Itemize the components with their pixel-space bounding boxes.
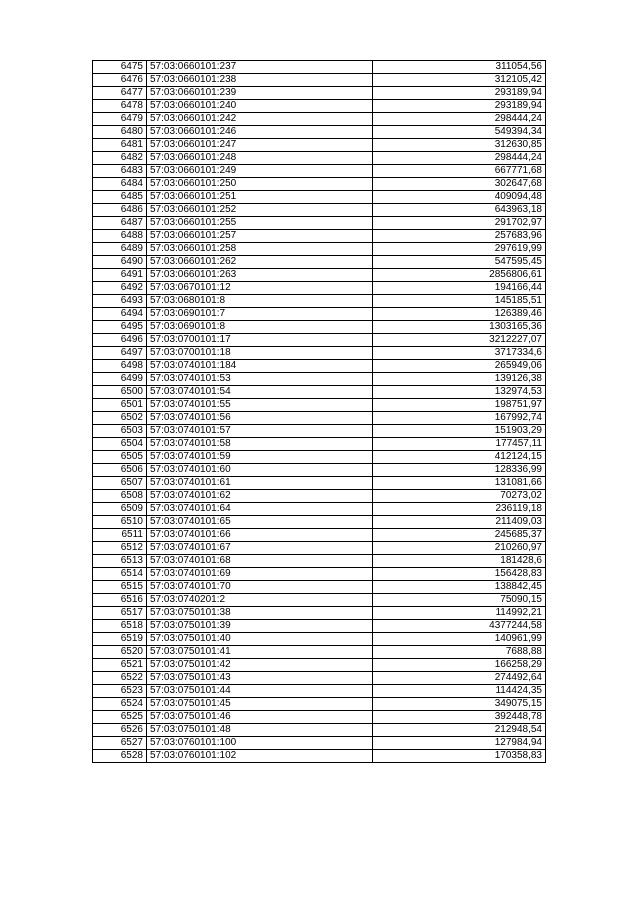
cadastral-value-cell: 3717334,6 [373, 347, 546, 360]
table-row [93, 373, 546, 386]
row-number-cell: 6508 [93, 490, 147, 503]
row-number-cell: 6496 [93, 334, 147, 347]
cadastral-value-cell: 114424,35 [373, 685, 546, 698]
cadastral-value-cell: 114992,21 [373, 607, 546, 620]
cadastral-value-cell: 170358,83 [373, 750, 546, 763]
row-number-cell: 6513 [93, 555, 147, 568]
row-number-cell: 6478 [93, 100, 147, 113]
row-number-cell: 6505 [93, 451, 147, 464]
cadastral-value-cell: 131081,66 [373, 477, 546, 490]
row-number-cell: 6484 [93, 178, 147, 191]
table-row [93, 347, 546, 360]
row-number-cell: 6488 [93, 230, 147, 243]
cadastral-value-table [92, 60, 546, 763]
cadastral-number-cell: 57:03:0750101:48 [147, 724, 373, 737]
row-number-cell: 6489 [93, 243, 147, 256]
row-number-cell: 6497 [93, 347, 147, 360]
table-row [93, 165, 546, 178]
row-number-cell: 6479 [93, 113, 147, 126]
cadastral-number-cell: 57:03:0660101:250 [147, 178, 373, 191]
table-row [93, 282, 546, 295]
cadastral-number-cell: 57:03:0740101:70 [147, 581, 373, 594]
row-number-cell: 6526 [93, 724, 147, 737]
cadastral-number-cell: 57:03:0660101:255 [147, 217, 373, 230]
row-number-cell: 6510 [93, 516, 147, 529]
row-number-cell: 6500 [93, 386, 147, 399]
cadastral-number-cell: 57:03:0660101:249 [147, 165, 373, 178]
cadastral-number-cell: 57:03:0750101:38 [147, 607, 373, 620]
cadastral-value-cell: 4377244,58 [373, 620, 546, 633]
cadastral-value-cell: 181428,6 [373, 555, 546, 568]
cadastral-number-cell: 57:03:0660101:263 [147, 269, 373, 282]
cadastral-number-cell: 57:03:0740101:184 [147, 360, 373, 373]
table-row [93, 308, 546, 321]
table-row [93, 230, 546, 243]
cadastral-value-cell: 291702,97 [373, 217, 546, 230]
row-number-cell: 6499 [93, 373, 147, 386]
table-row [93, 438, 546, 451]
table-row [93, 152, 546, 165]
table-row [93, 594, 546, 607]
cadastral-value-cell: 667771,68 [373, 165, 546, 178]
cadastral-value-cell: 128336,99 [373, 464, 546, 477]
table-row [93, 243, 546, 256]
row-number-cell: 6480 [93, 126, 147, 139]
cadastral-value-cell: 349075,15 [373, 698, 546, 711]
cadastral-number-cell: 57:03:0690101:7 [147, 308, 373, 321]
row-number-cell: 6525 [93, 711, 147, 724]
table-row [93, 451, 546, 464]
cadastral-number-cell: 57:03:0740101:60 [147, 464, 373, 477]
cadastral-value-cell: 245685,37 [373, 529, 546, 542]
cadastral-value-cell: 312105,42 [373, 74, 546, 87]
table-row [93, 724, 546, 737]
table-row [93, 295, 546, 308]
cadastral-value-cell: 151903,29 [373, 425, 546, 438]
cadastral-value-cell: 198751,97 [373, 399, 546, 412]
cadastral-number-cell: 57:03:0660101:237 [147, 61, 373, 74]
row-number-cell: 6528 [93, 750, 147, 763]
row-number-cell: 6524 [93, 698, 147, 711]
table-row [93, 113, 546, 126]
table-row [93, 672, 546, 685]
row-number-cell: 6504 [93, 438, 147, 451]
cadastral-number-cell: 57:03:0750101:46 [147, 711, 373, 724]
cadastral-value-cell: 132974,53 [373, 386, 546, 399]
row-number-cell: 6486 [93, 204, 147, 217]
table-row [93, 334, 546, 347]
row-number-cell: 6490 [93, 256, 147, 269]
row-number-cell: 6514 [93, 568, 147, 581]
cadastral-value-cell: 211409,03 [373, 516, 546, 529]
cadastral-number-cell: 57:03:0740101:64 [147, 503, 373, 516]
cadastral-number-cell: 57:03:0700101:17 [147, 334, 373, 347]
table-row [93, 685, 546, 698]
cadastral-number-cell: 57:03:0740101:69 [147, 568, 373, 581]
cadastral-number-cell: 57:03:0660101:242 [147, 113, 373, 126]
cadastral-value-cell: 293189,94 [373, 87, 546, 100]
cadastral-number-cell: 57:03:0750101:39 [147, 620, 373, 633]
table-body [93, 61, 546, 763]
table-row [93, 711, 546, 724]
cadastral-number-cell: 57:03:0660101:240 [147, 100, 373, 113]
table-row [93, 633, 546, 646]
row-number-cell: 6483 [93, 165, 147, 178]
row-number-cell: 6475 [93, 61, 147, 74]
cadastral-value-cell: 298444,24 [373, 152, 546, 165]
row-number-cell: 6502 [93, 412, 147, 425]
cadastral-number-cell: 57:03:0740101:55 [147, 399, 373, 412]
table-row [93, 542, 546, 555]
cadastral-number-cell: 57:03:0740101:66 [147, 529, 373, 542]
table-row [93, 87, 546, 100]
table-row [93, 659, 546, 672]
cadastral-value-cell: 127984,94 [373, 737, 546, 750]
row-number-cell: 6476 [93, 74, 147, 87]
cadastral-value-cell: 126389,46 [373, 308, 546, 321]
cadastral-value-cell: 297619,99 [373, 243, 546, 256]
cadastral-value-cell: 298444,24 [373, 113, 546, 126]
table-row [93, 178, 546, 191]
cadastral-value-cell: 1303165,36 [373, 321, 546, 334]
cadastral-value-cell: 7688,88 [373, 646, 546, 659]
cadastral-value-cell: 156428,83 [373, 568, 546, 581]
cadastral-value-cell: 210260,97 [373, 542, 546, 555]
cadastral-value-cell: 311054,56 [373, 61, 546, 74]
row-number-cell: 6503 [93, 425, 147, 438]
row-number-cell: 6481 [93, 139, 147, 152]
cadastral-number-cell: 57:03:0660101:248 [147, 152, 373, 165]
table-row [93, 529, 546, 542]
cadastral-number-cell: 57:03:0680101:8 [147, 295, 373, 308]
table-row [93, 126, 546, 139]
cadastral-number-cell: 57:03:0750101:43 [147, 672, 373, 685]
cadastral-value-cell: 265949,06 [373, 360, 546, 373]
cadastral-value-cell: 2856806,61 [373, 269, 546, 282]
table-row [93, 61, 546, 74]
cadastral-number-cell: 57:03:0740101:54 [147, 386, 373, 399]
table-row [93, 360, 546, 373]
cadastral-value-cell: 139126,38 [373, 373, 546, 386]
row-number-cell: 6521 [93, 659, 147, 672]
table-row [93, 256, 546, 269]
cadastral-number-cell: 57:03:0660101:238 [147, 74, 373, 87]
table-row [93, 737, 546, 750]
row-number-cell: 6487 [93, 217, 147, 230]
row-number-cell: 6491 [93, 269, 147, 282]
table-row [93, 607, 546, 620]
table-row [93, 217, 546, 230]
cadastral-value-cell: 145185,51 [373, 295, 546, 308]
row-number-cell: 6485 [93, 191, 147, 204]
table-row [93, 412, 546, 425]
table-row [93, 321, 546, 334]
cadastral-number-cell: 57:03:0750101:40 [147, 633, 373, 646]
cadastral-number-cell: 57:03:0760101:102 [147, 750, 373, 763]
cadastral-number-cell: 57:03:0760101:100 [147, 737, 373, 750]
cadastral-number-cell: 57:03:0670101:12 [147, 282, 373, 295]
row-number-cell: 6511 [93, 529, 147, 542]
cadastral-number-cell: 57:03:0660101:257 [147, 230, 373, 243]
row-number-cell: 6517 [93, 607, 147, 620]
row-number-cell: 6495 [93, 321, 147, 334]
row-number-cell: 6482 [93, 152, 147, 165]
table-row [93, 490, 546, 503]
cadastral-value-cell: 549394,34 [373, 126, 546, 139]
cadastral-number-cell: 57:03:0660101:239 [147, 87, 373, 100]
row-number-cell: 6523 [93, 685, 147, 698]
table-row [93, 646, 546, 659]
cadastral-value-cell: 3212227,07 [373, 334, 546, 347]
row-number-cell: 6477 [93, 87, 147, 100]
cadastral-value-cell: 293189,94 [373, 100, 546, 113]
table-row [93, 464, 546, 477]
row-number-cell: 6492 [93, 282, 147, 295]
table-row [93, 555, 546, 568]
cadastral-value-cell: 392448,78 [373, 711, 546, 724]
cadastral-number-cell: 57:03:0740201:2 [147, 594, 373, 607]
row-number-cell: 6501 [93, 399, 147, 412]
cadastral-number-cell: 57:03:0660101:247 [147, 139, 373, 152]
row-number-cell: 6494 [93, 308, 147, 321]
row-number-cell: 6507 [93, 477, 147, 490]
cadastral-number-cell: 57:03:0740101:57 [147, 425, 373, 438]
table-row [93, 269, 546, 282]
row-number-cell: 6519 [93, 633, 147, 646]
row-number-cell: 6493 [93, 295, 147, 308]
cadastral-value-cell: 236119,18 [373, 503, 546, 516]
cadastral-number-cell: 57:03:0660101:258 [147, 243, 373, 256]
table-row [93, 139, 546, 152]
cadastral-value-cell: 138842,45 [373, 581, 546, 594]
cadastral-value-cell: 212948,54 [373, 724, 546, 737]
table-row [93, 191, 546, 204]
table-row [93, 581, 546, 594]
cadastral-number-cell: 57:03:0740101:53 [147, 373, 373, 386]
table-row [93, 386, 546, 399]
row-number-cell: 6515 [93, 581, 147, 594]
cadastral-number-cell: 57:03:0740101:61 [147, 477, 373, 490]
table-row [93, 477, 546, 490]
table-row [93, 204, 546, 217]
cadastral-number-cell: 57:03:0660101:262 [147, 256, 373, 269]
cadastral-value-cell: 70273,02 [373, 490, 546, 503]
row-number-cell: 6498 [93, 360, 147, 373]
cadastral-number-cell: 57:03:0700101:18 [147, 347, 373, 360]
row-number-cell: 6522 [93, 672, 147, 685]
table-row [93, 399, 546, 412]
cadastral-number-cell: 57:03:0750101:42 [147, 659, 373, 672]
cadastral-value-cell: 547595,45 [373, 256, 546, 269]
cadastral-number-cell: 57:03:0690101:8 [147, 321, 373, 334]
cadastral-number-cell: 57:03:0750101:45 [147, 698, 373, 711]
cadastral-number-cell: 57:03:0740101:65 [147, 516, 373, 529]
cadastral-value-cell: 177457,11 [373, 438, 546, 451]
cadastral-number-cell: 57:03:0740101:59 [147, 451, 373, 464]
table-row [93, 425, 546, 438]
row-number-cell: 6509 [93, 503, 147, 516]
row-number-cell: 6506 [93, 464, 147, 477]
cadastral-value-cell: 75090,15 [373, 594, 546, 607]
cadastral-value-cell: 312630,85 [373, 139, 546, 152]
cadastral-number-cell: 57:03:0660101:246 [147, 126, 373, 139]
table-row [93, 698, 546, 711]
row-number-cell: 6518 [93, 620, 147, 633]
table-row [93, 568, 546, 581]
cadastral-number-cell: 57:03:0740101:67 [147, 542, 373, 555]
table-row [93, 100, 546, 113]
cadastral-value-cell: 140961,99 [373, 633, 546, 646]
cadastral-number-cell: 57:03:0750101:41 [147, 646, 373, 659]
cadastral-value-cell: 412124,15 [373, 451, 546, 464]
table-row [93, 503, 546, 516]
cadastral-value-cell: 166258,29 [373, 659, 546, 672]
cadastral-number-cell: 57:03:0740101:58 [147, 438, 373, 451]
cadastral-number-cell: 57:03:0740101:56 [147, 412, 373, 425]
cadastral-value-cell: 257683,96 [373, 230, 546, 243]
table-row [93, 620, 546, 633]
table-row [93, 74, 546, 87]
row-number-cell: 6527 [93, 737, 147, 750]
cadastral-number-cell: 57:03:0750101:44 [147, 685, 373, 698]
cadastral-number-cell: 57:03:0740101:62 [147, 490, 373, 503]
cadastral-number-cell: 57:03:0660101:251 [147, 191, 373, 204]
cadastral-number-cell: 57:03:0740101:68 [147, 555, 373, 568]
row-number-cell: 6520 [93, 646, 147, 659]
cadastral-number-cell: 57:03:0660101:252 [147, 204, 373, 217]
cadastral-value-cell: 409094,48 [373, 191, 546, 204]
cadastral-value-cell: 274492,64 [373, 672, 546, 685]
table-row [93, 516, 546, 529]
row-number-cell: 6516 [93, 594, 147, 607]
table-row [93, 750, 546, 763]
cadastral-value-cell: 302647,68 [373, 178, 546, 191]
cadastral-value-cell: 194166,44 [373, 282, 546, 295]
cadastral-value-cell: 167992,74 [373, 412, 546, 425]
cadastral-value-cell: 643963,18 [373, 204, 546, 217]
row-number-cell: 6512 [93, 542, 147, 555]
